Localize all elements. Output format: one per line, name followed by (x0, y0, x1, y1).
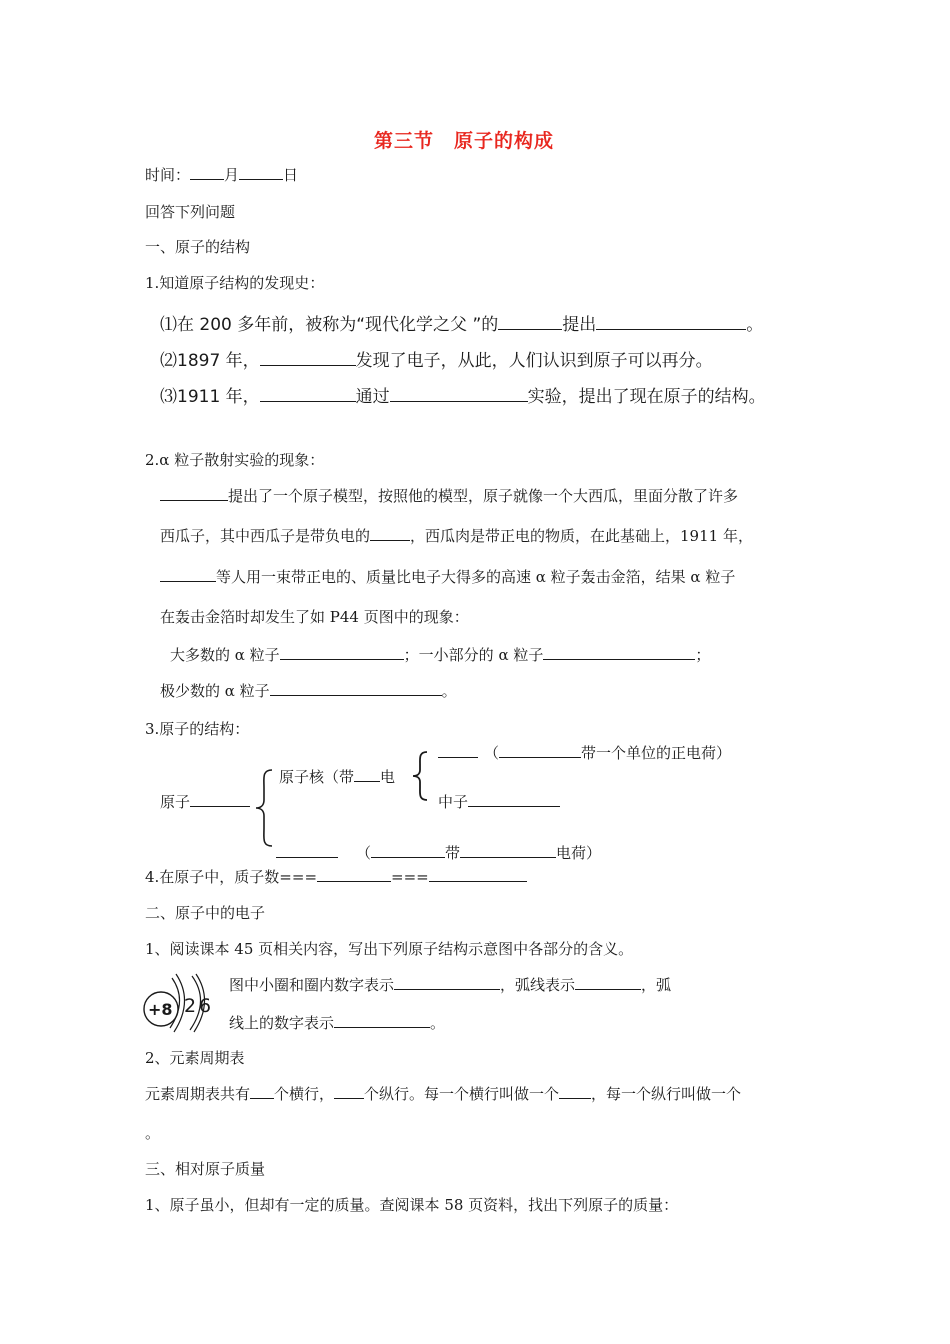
history-2-end: 发现了电子，从此，人们认识到原子可以再分。 (355, 351, 713, 371)
q3-label: 3.原子的结构： (145, 720, 250, 738)
section-2-heading: 二、原子中的电子 (145, 904, 266, 922)
blank-experimenter[interactable] (160, 568, 216, 582)
history-1-end: 。 (746, 315, 764, 335)
electron-end: 电荷） (556, 844, 602, 862)
blank-columns[interactable] (334, 1085, 364, 1099)
q4-line (145, 866, 527, 887)
blank-equal-1[interactable] (317, 868, 391, 882)
electron-line (276, 842, 601, 863)
s2-q1-label: 1、阅读课本 45 页相关内容，写出下列原子结构示意图中各部分的含义。 (145, 940, 634, 958)
q2-line-6b: 。 (441, 682, 457, 700)
proton-line (438, 742, 731, 763)
blank-proton-name[interactable] (499, 744, 581, 758)
s2-q1-l2a: 线上的数字表示 (229, 1014, 335, 1032)
blank-scientist[interactable] (260, 388, 356, 402)
blank-neutron[interactable] (468, 793, 560, 807)
proton-text: 带一个单位的正电荷） (581, 744, 732, 762)
nucleus-text: 原子核（带 (279, 768, 355, 786)
q2-line-6a: 极少数的 α 粒子 (160, 682, 270, 700)
q2-line-5a: 大多数的 α 粒子 (170, 646, 280, 664)
q1-label: 1.知道原子结构的发现史： (145, 274, 325, 292)
s2-q2-label: 2、元素周期表 (145, 1049, 245, 1067)
s2-q1-l1c: ，弧 (641, 976, 672, 994)
neutron-line (438, 791, 560, 812)
nucleus-label (279, 766, 395, 787)
nucleus-post: 电 (380, 768, 396, 786)
s2-q1-l1a: 图中小圈和圈内数字表示 (229, 976, 395, 994)
q2-label: 2.α 粒子散射实验的现象： (145, 451, 325, 469)
s2-q2-l1b: 个横行， (274, 1085, 335, 1103)
page-title: 第三节 原子的构成 (374, 130, 555, 152)
month-label: 月 (224, 166, 240, 184)
q2-line-5 (170, 644, 710, 665)
day-label: 日 (283, 166, 299, 184)
blank-proton[interactable] (438, 744, 478, 758)
blank-electron-discoverer[interactable] (260, 352, 356, 366)
day-blank[interactable] (239, 166, 283, 180)
blank-electron-charge[interactable] (460, 844, 556, 858)
blank-most-alpha[interactable] (280, 646, 404, 660)
history-1-mid: 提出 (562, 315, 597, 335)
blank-some-alpha[interactable] (543, 646, 695, 660)
blank-few-alpha[interactable] (270, 682, 442, 696)
s2-q1-line-2 (229, 1012, 445, 1033)
month-blank[interactable] (190, 166, 224, 180)
blank-seeds[interactable] (370, 527, 410, 541)
q2-line-1-text: 提出了一个原子模型，按照他的模型，原子就像一个大西瓜，里面分散了许多 (228, 487, 739, 505)
section-3-heading: 三、相对原子质量 (145, 1160, 266, 1178)
atom-text: 原子 (160, 793, 191, 811)
q2-line-4: 在轰击金箔时却发生了如 P44 页图中的现象： (160, 608, 469, 626)
big-brace (254, 768, 276, 848)
history-3-end: 实验，提出了现在原子的结构。 (527, 387, 766, 407)
date-line (145, 164, 298, 185)
date-prefix: 时间： (145, 166, 191, 184)
q4-text: 4.在原子中，质子数=== (145, 868, 318, 886)
history-line-3 (160, 382, 766, 407)
history-line-2 (160, 346, 713, 371)
history-1-text: ⑴在 200 多年前，被称为“现代化学之父 ”的 (160, 315, 499, 335)
s3-q1-text: 1、原子虽小，但却有一定的质量。查阅课本 58 页资料，找出下列原子的质量： (145, 1196, 679, 1214)
blank-equal-2[interactable] (429, 868, 527, 882)
blank-period-name[interactable] (559, 1085, 591, 1099)
blank-arc-meaning[interactable] (575, 976, 641, 990)
blank-atom[interactable] (190, 793, 250, 807)
shell-2-electrons: 6 (199, 995, 212, 1017)
history-line-1 (160, 310, 763, 335)
small-brace (411, 750, 431, 802)
s2-q1-l2b: 。 (430, 1014, 446, 1032)
electron-mid: 带 (445, 844, 461, 862)
q2-line-3 (160, 566, 735, 587)
section-1-heading: 一、原子的结构 (145, 238, 251, 256)
s2-q2-l1d: ，每一个纵行叫做一个 (591, 1085, 742, 1103)
blank-chemist[interactable] (498, 316, 562, 330)
s2-q2-l1a: 元素周期表共有 (145, 1085, 251, 1103)
blank-circle-meaning[interactable] (394, 976, 500, 990)
blank-theory[interactable] (596, 316, 746, 330)
neutron-text: 中子 (438, 793, 469, 811)
blank-electron-name[interactable] (371, 844, 445, 858)
q2-line-2b: ，西瓜肉是带正电的物质，在此基础上，1911 年， (410, 527, 753, 545)
s2-q2-line-2: 。 (145, 1124, 161, 1142)
history-2-text: ⑵1897 年， (160, 351, 260, 371)
proton-open: （ (484, 744, 500, 762)
q2-line-2a: 西瓜子，其中西瓜子是带负电的 (160, 527, 371, 545)
blank-experiment[interactable] (390, 388, 528, 402)
s2-q1-l1b: ，弧线表示 (500, 976, 576, 994)
blank-nucleus-charge[interactable] (354, 768, 380, 782)
q2-line-5c: ； (695, 646, 711, 664)
shell-1-electrons: 2 (184, 995, 197, 1017)
s2-q1-line-1 (229, 974, 671, 995)
blank-electron[interactable] (276, 844, 338, 858)
q2-line-5b: ；一小部分的 α 粒子 (403, 646, 544, 664)
q4-mid: === (391, 868, 429, 886)
q2-line-1 (160, 485, 738, 506)
atom-label (160, 791, 250, 812)
history-3-text: ⑶1911 年， (160, 387, 260, 407)
intro-text: 回答下列问题 (145, 203, 236, 221)
blank-number-meaning[interactable] (334, 1014, 430, 1028)
electron-open: （ (356, 844, 372, 862)
q2-line-6 (160, 680, 457, 701)
blank-periods[interactable] (250, 1085, 274, 1099)
q2-line-2 (160, 525, 753, 546)
blank-model-proposer[interactable] (160, 487, 228, 501)
s2-q2-l1c: 个纵行。每一个横行叫做一个 (364, 1085, 560, 1103)
history-3-mid: 通过 (355, 387, 390, 407)
q2-line-3-text: 等人用一束带正电的、质量比电子大得多的高速 α 粒子轰击金箔，结果 α 粒子 (216, 568, 736, 586)
nucleus-charge-text: +8 (148, 1000, 173, 1019)
s2-q2-line-1 (145, 1083, 741, 1104)
